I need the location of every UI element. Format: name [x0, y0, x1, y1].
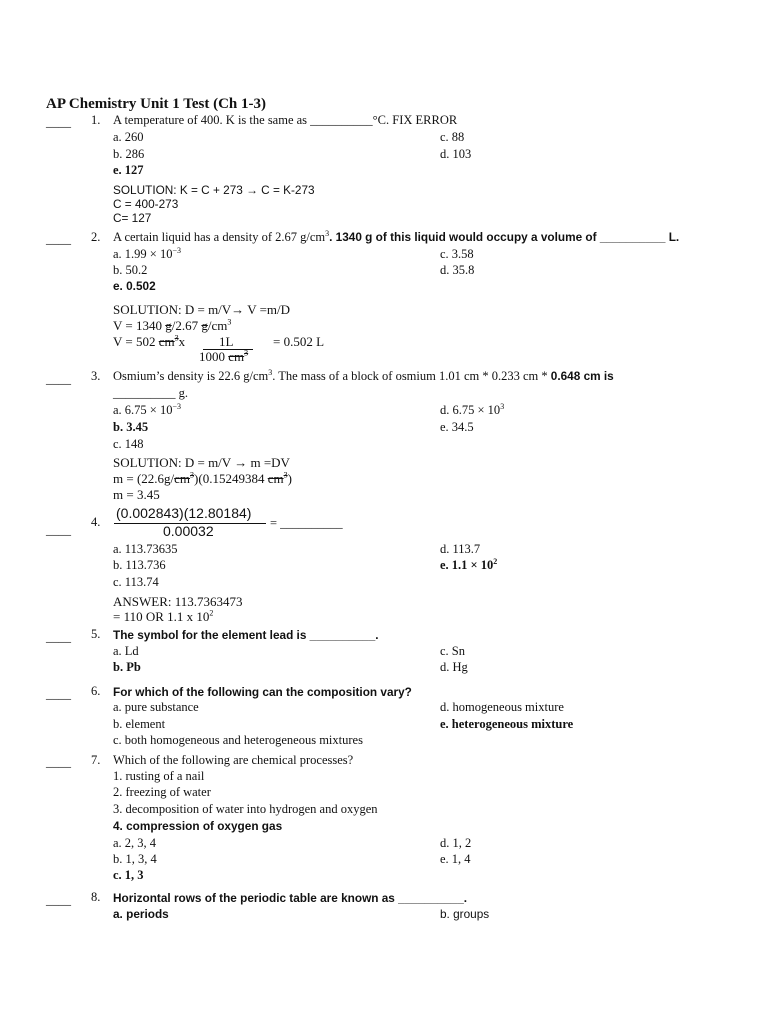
choice-a: a. 113.73635 [113, 542, 178, 556]
choice-a: a. Ld [113, 644, 139, 658]
choice-b: b. 1, 3, 4 [113, 852, 157, 866]
question-number: 6. [91, 684, 101, 698]
solution-result: = 0.502 L [273, 334, 325, 349]
choice-b: b. element [113, 717, 166, 731]
answer-blank: ____ [46, 630, 71, 644]
question-stem: Horizontal rows of the periodic table are known as __________. [113, 891, 468, 905]
choice-a-correct: a. periods [113, 907, 169, 921]
choice-c: c. 3.58 [440, 247, 474, 261]
question-number: 4. [91, 515, 101, 529]
question-stem: A certain liquid has a density of 2.67 $g/cm^3$. 1340 g of this liquid would occupy a volume of __________ L. [113, 228, 680, 244]
answer-blank: ____ [46, 115, 71, 129]
choice-b-correct: b. Pb [113, 660, 141, 674]
choice-a: a. 2, 3, 4 [113, 836, 157, 850]
solution-line: m = 3.45 [113, 487, 160, 502]
choice-d: d. 113.7 [440, 542, 481, 556]
solution-line: V = 1340 g/2.67 $g/cm^3$ [113, 317, 232, 333]
choice-b: b. 113.736 [113, 558, 166, 572]
choice-a: a. pure substance [113, 700, 199, 714]
answer-blank: ____ [46, 893, 71, 907]
choice-d: d. homogeneous mixture [440, 700, 564, 714]
choice-e-correct: e. $1.1 \times 10^2$ [440, 556, 498, 572]
choice-b-correct: b. 3.45 [113, 420, 149, 434]
choice-e-correct: e. heterogeneous mixture [440, 717, 574, 731]
choice-e-correct: e. 0.502 [113, 279, 156, 293]
choice-a: a. $1.99 \times 10^{-3}$ [113, 245, 181, 261]
solution-line: SOLUTION: D = m/V→ V =m/D [113, 302, 291, 317]
choice-c: c. both homogeneous and heterogeneous mixtures [113, 733, 363, 747]
choice-d: d. $6.75 \times 10^3$ [440, 401, 505, 417]
choice-c: c. 88 [440, 130, 465, 144]
question-number: 3. [91, 369, 101, 383]
list-item: 4. compression of oxygen gas [113, 819, 283, 833]
choice-b: b. 286 [113, 147, 145, 161]
question-stem: Osmium’s density is 22.6 $g/cm^3$. The mass of a block of osmium 1.01 cm * 0.233 cm * 0.648 cm is [113, 367, 614, 383]
choice-d: d. Hg [440, 660, 468, 674]
solution-line: V = 502 $cm^3x$ [113, 333, 186, 349]
answer-equals-blank: = __________ [270, 516, 343, 530]
choice-a: a. $6.75 \times 10^{-3}$ [113, 401, 181, 417]
question-number: 1. [91, 113, 101, 127]
list-item: 2. freezing of water [113, 785, 211, 799]
question-number: 5. [91, 627, 101, 641]
answer-blank: ____ [46, 232, 71, 246]
question-stem-continued: __________ g. [113, 386, 188, 400]
choice-b: b. 50.2 [113, 263, 148, 277]
answer-blank: ____ [46, 687, 71, 701]
answer-blank: ____ [46, 372, 71, 386]
fraction-denominator: 1000 $cm^3$ [199, 348, 249, 364]
question-number: 8. [91, 890, 101, 904]
choice-c-correct: c. 1, 3 [113, 868, 144, 882]
solution-line: ANSWER: 113.7363473 [113, 594, 243, 609]
choice-d: d. 103 [440, 147, 472, 161]
choice-e: e. 1, 4 [440, 852, 471, 866]
choice-c: c. 113.74 [113, 575, 159, 589]
list-item: 3. decomposition of water into hydrogen and oxygen [113, 802, 378, 816]
question-stem: The symbol for the element lead is __________. [113, 628, 379, 642]
choice-b: b. groups [440, 907, 490, 921]
answer-blank: ____ [46, 523, 71, 537]
answer-blank: ____ [46, 755, 71, 769]
question-number: 2. [91, 230, 101, 244]
solution-line: SOLUTION: K = C + 273 → C = K-273 [113, 183, 315, 197]
solution-line: = 110 OR 1.1 x $10^2$ [113, 608, 214, 624]
solution-line: C = 400-273 [113, 197, 179, 211]
choice-d: d. 1, 2 [440, 836, 472, 850]
fraction-denominator: 0.00032 [163, 523, 214, 539]
choice-c: c. 148 [113, 437, 144, 451]
choice-e-correct: e. 127 [113, 163, 144, 177]
choice-e: e. 34.5 [440, 420, 474, 434]
choice-c: c. Sn [440, 644, 465, 658]
solution-line: SOLUTION: D = m/V → m =DV [113, 455, 290, 470]
question-stem: For which of the following can the composition vary? [113, 685, 412, 699]
choice-a: a. 260 [113, 130, 144, 144]
fraction-numerator: (0.002843)(12.80184) [116, 505, 252, 521]
fraction-numerator: 1L [219, 334, 234, 349]
question-number: 7. [91, 753, 101, 767]
question-stem: Which of the following are chemical processes? [113, 753, 354, 767]
solution-line: C= 127 [113, 211, 152, 225]
list-item: 1. rusting of a nail [113, 769, 205, 783]
solution-line: $m = (22.6g/cm^3)(0.15249384$ $cm^3$) [113, 470, 292, 486]
page-title: AP Chemistry Unit 1 Test (Ch 1-3) [46, 96, 266, 112]
choice-d: d. 35.8 [440, 263, 475, 277]
question-stem: A temperature of 400. K is the same as __________°C. FIX ERROR [113, 113, 458, 127]
